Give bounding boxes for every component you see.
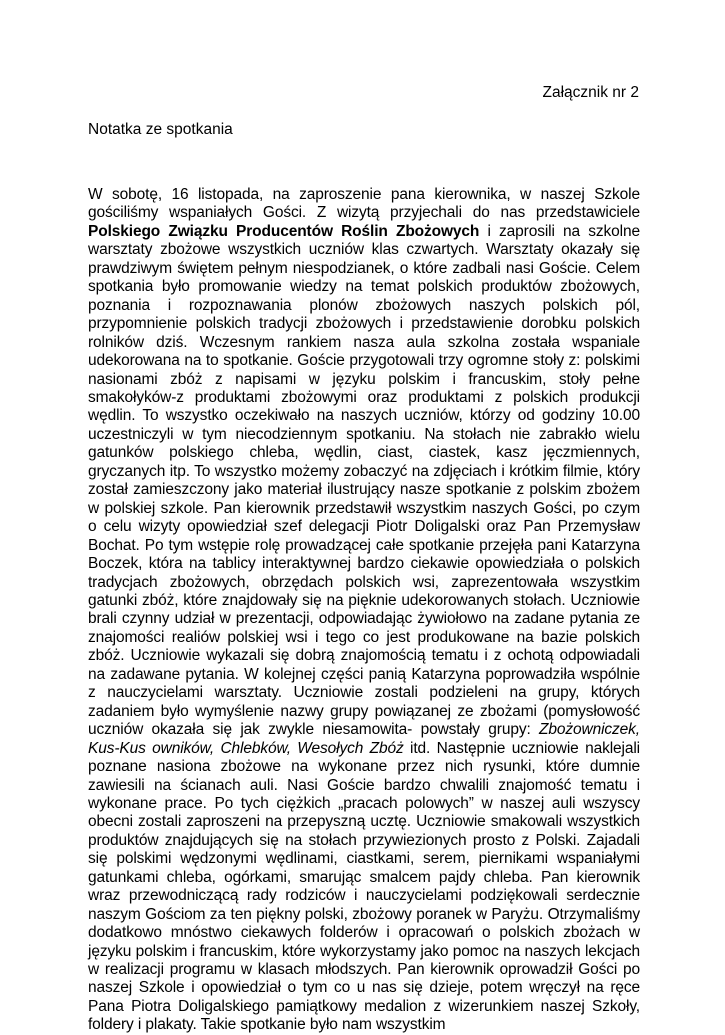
report-text-part-3: itd. Następnie uczniowie naklejali poznane nasiona zbożowe na wykonane przez nich rysunki, które dumnie zawiesili na ścianach auli. Nasi Goście bardzo chwalili znajomość tematu i wykonane prace. Po tych ciężkich „pracach polowych” w naszej auli wszyscy obecni zostali zaproszeni na przepyszną ucztę. Uczniowie smakowali wszystkich produktów znajdujących się na stołach przywiezionych prosto z Polski. Zajadali się polskimi wędzonymi wędlinami, ciastkami, serem, piernikami wspaniałymi gatunkami chleba, ogórkami, smarując smalcem pajdy chleba. Pan kierownik wraz przewodniczącą rady rodziców i nauczycielami podziękowali serdecznie naszym Gościom za ten piękny polski, zbożowy poranek w Paryżu. Otrzymaliśmy dodatkowo mnóstwo ciekawych folderów i opracowań o polskich zbożach w języku polskim i francuskim, które wykorzystamy jako pomoc na naszych lekcjach w realizacji programu w klasach młodszych. Pan kierownik oprowadził Gości po naszej Szkole i opowiedział o tym co u nas się dzieje, potem wręczył na ręce Pana Piotra Doligalskiego pamiątkowy medalion z wizerunkiem naszej Szkoły, foldery i plakaty. Takie spotkanie było nam wszystkim [88,739,640,1034]
group-names: Zbożowniczek, Kus-Kus owników, Chlebków, Wesołych Zbóż [88,721,640,757]
report-text-part-2: i zaprosili na szkolne warsztaty zbożowe wszystkich uczniów klas czwartych. Warsztaty okazały się prawdziwym świętem pełnym niespodzianek, o które zadbali nasi Goście. Celem spotkania było promowanie wiedzy na temat polskich produktów zbożowych, poznania i rozpoznawania plonów zbożowych naszych polskich pól, przypomnienie polskich tradycji zbożowych i przedstawienie dorobku polskich rolników dziś. Wczesnym rankiem nasza aula szkolna została wspaniale udekorowana na to spotkanie. Goście przygotowali trzy ogromne stoły z: polskimi nasionami zbóż z napisami w języku polskim i francuskim, stoły pełne smakołyków-z produktami zbożowymi oraz produktami z polskich produkcji wędlin. To wszystko oczekiwało na naszych uczniów, którzy od godziny 10.00 uczestniczyli w tym niecodziennym spotkaniu. Na stołach nie zabrakło wielu gatunków polskiego chleba, wędlin, ciast, ciastek, kasz jęczmiennych, gryczanych itp. To wszystko możemy zobaczyć na zdjęciach i krótkim filmie, który został zamieszczony jako materiał ilustrujący nasze spotkanie z polskim zbożem w polskiej szkole. Pan kierownik przedstawił wszystkim naszych Gości, po czym o celu wizyty opowiedział szef delegacji Piotr Doligalski oraz Pan Przemysław Bochat. Po tym wstępie rolę prowadzącej całe spotkanie przejęła pani Katarzyna Boczek, która na tablicy interaktywnej bardzo ciekawie opowiedziała o polskich tradycjach zbożowych, obrzędach polskich wsi, zaprezentowała wszystkim gatunki zbóż, które znajdowały się na pięknie udekorowanych stołach. Uczniowie brali czynny udział w prezentacji, odpowiadając żywiołowo na zadane pytania ze znajomości realiów polskiej wsi i tego co jest produkowane na bazie polskich zbóż. Uczniowie wykazali się dobrą znajomością tematu i z ochotą odpowiadali na zadawane pytania. W kolejnej części panią Katarzyna poprowadziła wspólnie z nauczycielami warsztaty. Uczniowie zostali podzieleni na grupy, których zadaniem było wymyślenie nazwy grupy powiązanej ze zbożami (pomysłowość uczniów okazała się jak zwykle niesamowita- powstały grupy: [88,222,640,739]
meeting-report-paragraph [88,186,640,1035]
note-title: Notatka ze spotkania [88,121,233,138]
organization-name: Polskiego Związku Producentów Roślin Zbożowych [88,222,480,240]
report-text-part-1: W sobotę, 16 listopada, na zaproszenie pana kierownika, w naszej Szkole gościliśmy wspaniałych Gości. Z wizytą przyjechali do nas przedstawiciele [88,186,640,222]
annex-label: Załącznik nr 2 [542,84,639,101]
